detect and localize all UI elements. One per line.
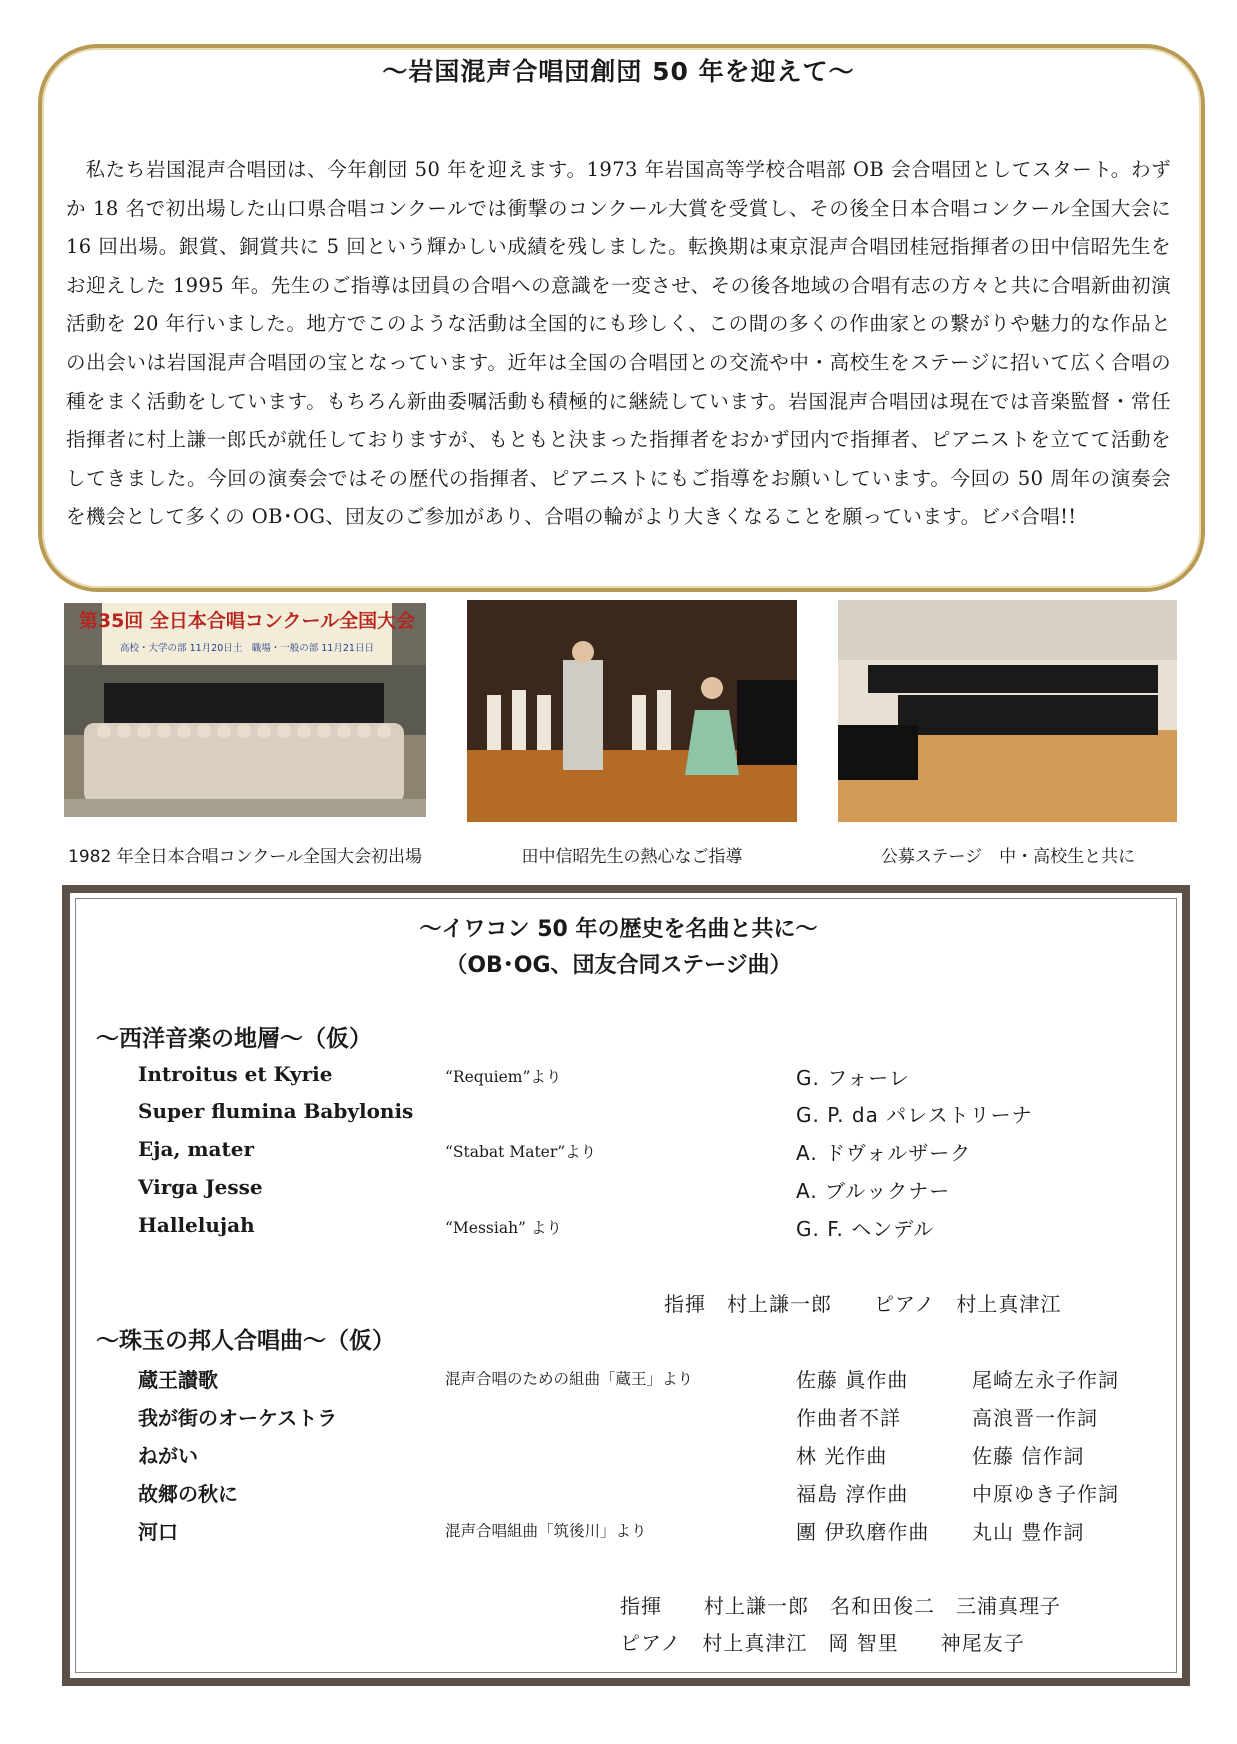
section-heading-japanese: ～珠玉の邦人合唱曲～（仮） <box>96 1328 395 1354</box>
photo-banner-sub: 高校・大学の部 11月20日土 職場・一般の部 11月21日日 <box>120 643 374 654</box>
song-composer: 團 伊玖磨作曲 <box>796 1520 930 1544</box>
song-lyricist: 佐藤 信作詞 <box>972 1444 1085 1468</box>
song-source: “Messiah” より <box>445 1219 562 1237</box>
section-credits-western: 指揮 村上謙一郎 ピアノ 村上真津江 <box>664 1292 1062 1316</box>
song-row <box>0 1175 1237 1207</box>
section-credits-pianists: ピアノ 村上真津江 岡 智里 神尾友子 <box>620 1631 1025 1655</box>
section-credits-conductors: 指揮 村上謙一郎 名和田俊二 三浦真理子 <box>620 1594 1061 1618</box>
program-frame <box>62 885 1190 1686</box>
song-row <box>0 1137 1237 1169</box>
song-row <box>0 1364 1237 1396</box>
song-title: 蔵王讃歌 <box>138 1368 218 1392</box>
song-composer: 福島 淳作曲 <box>796 1482 909 1506</box>
song-lyricist: 尾崎左永子作詞 <box>972 1368 1119 1392</box>
song-lyricist: 丸山 豊作詞 <box>972 1520 1085 1544</box>
song-composer: G. P. da パレストリーナ <box>796 1103 1033 1127</box>
song-lyricist: 中原ゆき子作詞 <box>972 1482 1119 1506</box>
song-title: Hallelujah <box>138 1213 255 1237</box>
song-row <box>0 1516 1237 1548</box>
song-title: 故郷の秋に <box>138 1482 238 1506</box>
program-title: ～イワコン 50 年の歴史を名曲と共に～ <box>419 917 818 942</box>
song-composer: 林 光作曲 <box>796 1444 888 1468</box>
song-composer: A. ドヴォルザーク <box>796 1141 972 1165</box>
song-title: 我が街のオーケストラ <box>138 1406 338 1430</box>
song-composer: A. ブルックナー <box>796 1179 951 1203</box>
song-title: 河口 <box>138 1520 178 1544</box>
song-row <box>0 1099 1237 1131</box>
song-composer: G. F. ヘンデル <box>796 1217 935 1241</box>
photo-caption-1: 1982 年全日本合唱コンクール全国大会初出場 <box>68 847 422 867</box>
song-row <box>0 1402 1237 1434</box>
photo-contest-1982 <box>64 603 426 817</box>
song-composer: G. フォーレ <box>796 1066 910 1090</box>
photo-caption-3: 公募ステージ 中・高校生と共に <box>880 847 1136 867</box>
program-subtitle: （OB･OG、団友合同ステージ曲） <box>445 953 792 978</box>
song-title: ねがい <box>138 1444 198 1468</box>
photo-public-stage <box>838 600 1177 822</box>
photo-conductor-tanaka <box>467 600 797 822</box>
photo-caption-2: 田中信昭先生の熱心なご指導 <box>521 847 743 867</box>
song-row <box>0 1213 1237 1245</box>
song-lyricist: 高浪晋一作詞 <box>972 1406 1098 1430</box>
song-composer: 佐藤 眞作曲 <box>796 1368 909 1392</box>
song-row <box>0 1440 1237 1472</box>
song-title: Eja, mater <box>138 1137 254 1161</box>
section-heading-western: ～西洋音楽の地層～（仮） <box>96 1026 372 1052</box>
song-source: “Requiem”より <box>445 1068 562 1086</box>
song-source: 混声合唱のための組曲「蔵王」より <box>445 1370 694 1388</box>
song-composer: 作曲者不詳 <box>796 1406 901 1430</box>
song-title: Introitus et Kyrie <box>138 1062 333 1086</box>
photo-banner-main: 第35回 全日本合唱コンクール全国大会 <box>78 610 416 632</box>
song-title: Super flumina Babylonis <box>138 1099 414 1123</box>
song-title: Virga Jesse <box>138 1175 263 1199</box>
intro-body: 私たち岩国混声合唱団は、今年創団 50 年を迎えます。1973 年岩国高等学校合唱部 OB 会合唱団としてスタート。わずか 18 名で初出場した山口県合唱コンクールでは衝撃のコンクール大賞を受賞し、その後全日本合唱コンクール全国大会に 16 回出場。銀賞、銅賞共に 5 回という輝かしい成績を残しました。転換期は東京混声合唱団桂冠指揮者の田中信昭先生をお迎えした 1995 年。先生のご指導は団員の合唱への意識を一変させ、その後各地域の合唱有志の方々と共に合唱新曲初演活動を 20 年行いました。地方でこのような活動は全国的にも珍しく、この間の多くの作曲家との繋がりや魅力的な作品との出会いは岩国混声合唱団の宝となっています。近年は全国の合唱団との交流や中・高校生をステージに招いて広く合唱の種をまく活動をしています。もちろん新曲委嘱活動も積極的に継続しています。岩国混声合唱団は現在では音楽監督・常任指揮者に村上謙一郎氏が就任しておりますが、もともと決まった指揮者をおかず団内で指揮者、ピアニストを立てて活動をしてきました。今回の演奏会ではその歴代の指揮者、ピアニストにもご指導をお願いしています。今回の 50 周年の演奏会を機会として多くの OB･OG、団友のご参加があり、合唱の輪がより大きくなることを願っています。ビバ合唱!! <box>66 158 1171 529</box>
song-source: 混声合唱組曲「筑後川」より <box>445 1522 647 1540</box>
song-row <box>0 1062 1237 1094</box>
song-source: “Stabat Mater”より <box>445 1143 597 1161</box>
intro-title: ～岩国混声合唱団創団 50 年を迎えて～ <box>382 57 855 86</box>
song-row <box>0 1478 1237 1510</box>
